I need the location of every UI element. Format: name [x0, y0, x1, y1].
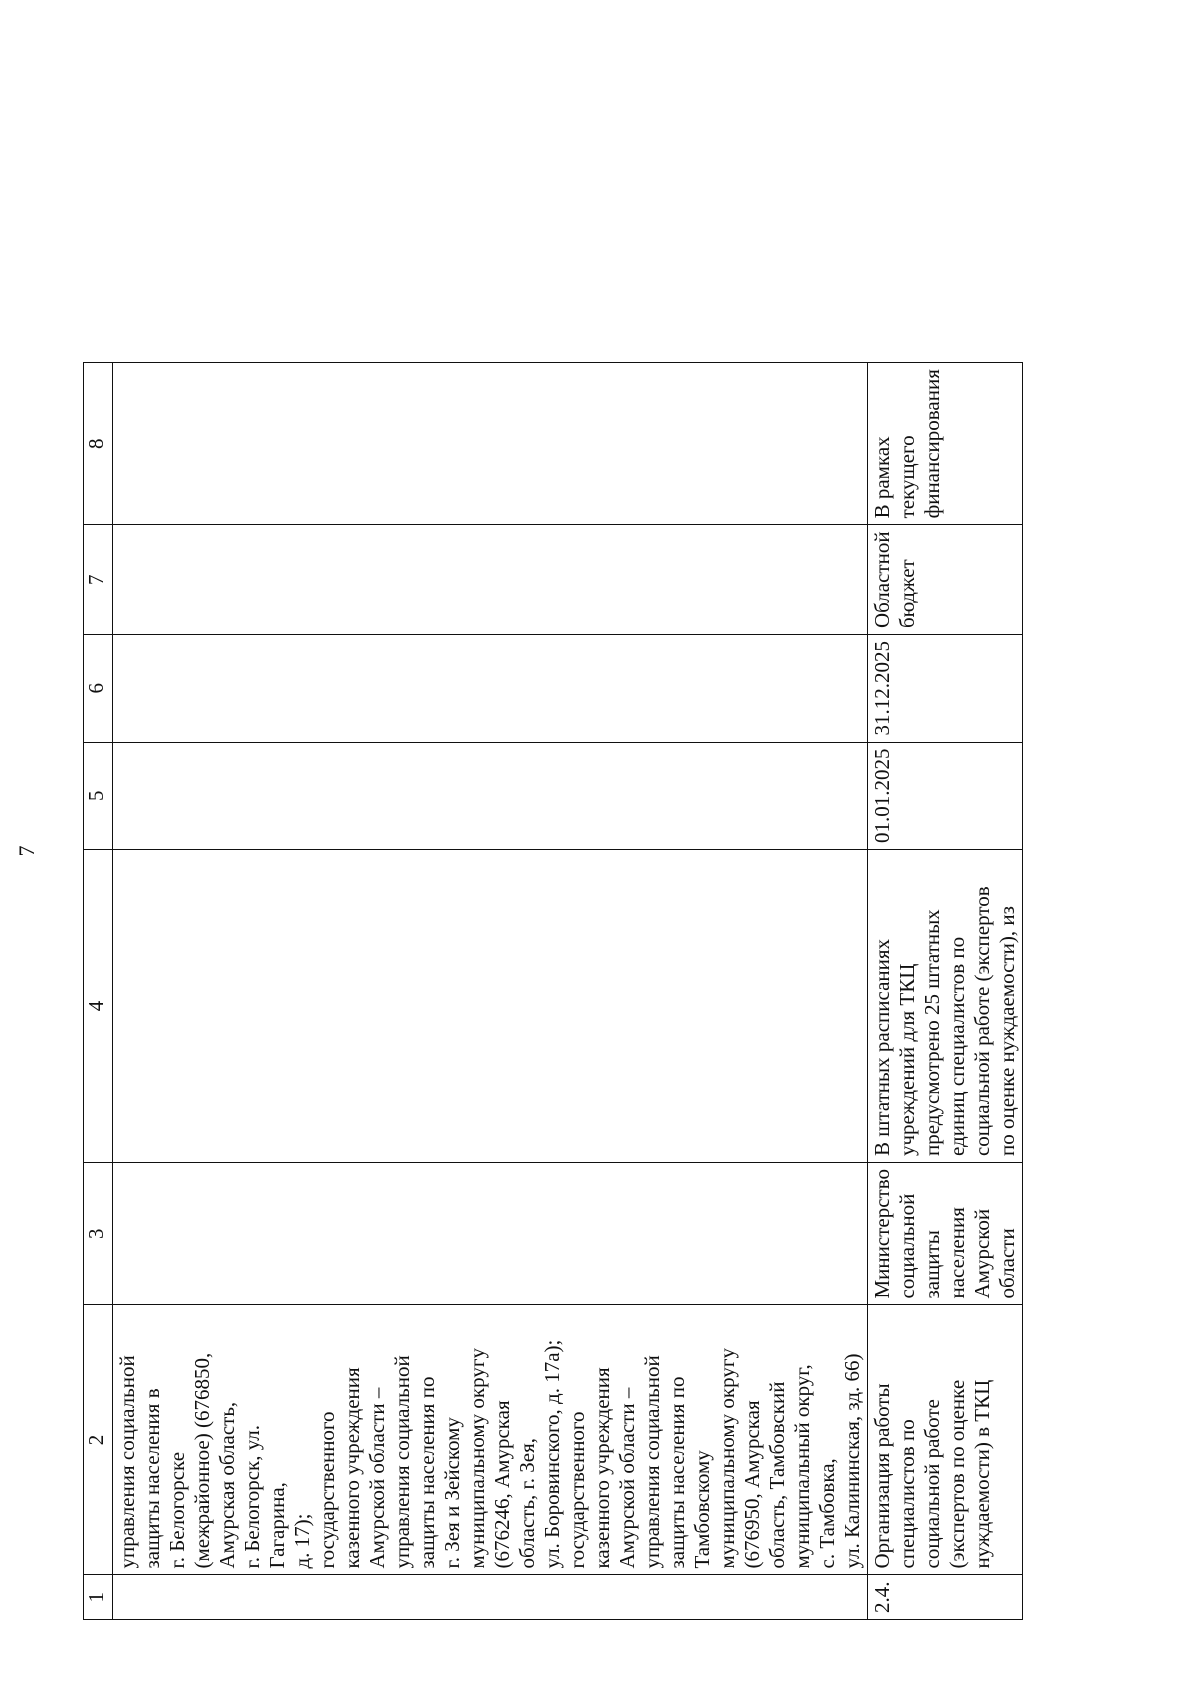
table-cell [113, 1163, 868, 1305]
column-number-row [84, 363, 113, 1620]
table-cell [113, 1305, 868, 1575]
column-number: 3 [84, 1163, 113, 1305]
column-number: 7 [84, 525, 113, 635]
column-number: 8 [84, 363, 113, 525]
table-cell [113, 850, 868, 1163]
plan-table [83, 362, 1023, 1620]
column-number: 6 [84, 635, 113, 743]
executor-list-text: управления социальной защиты населения в г. Белогорске (межрайонное) (676850, Амурская область, г. Белогорск, ул. Гагарина, д. 17); государственного казенного учреждения Амурской области – управления социальной защиты населения по г. Зея и Зейскому муниципальному округу (676246, Амурская область, г. Зея, ул. Боровинского, д. 17а); государственного казенного учреждения Амурской области – управления социальной защиты населения по Тамбовскому муниципальному округу (676950, Амурская область, Тамбовский муниципальный округ, с. Тамбовка, ул. Калининская, зд. 66) [115, 1339, 864, 1569]
column-number: 4 [84, 850, 113, 1163]
table-cell [113, 635, 868, 743]
table-cell [113, 1575, 868, 1620]
responsible-executor: Министерство социальной защиты населения Амурской области [868, 1163, 1023, 1305]
activity-name: Организация работы специалистов по социальной работе (экспертов по оценке нуждаемости) в ТКЦ [868, 1305, 1023, 1575]
column-number: 5 [84, 742, 113, 850]
column-number: 1 [84, 1575, 113, 1620]
end-date: 31.12.2025 [868, 635, 1023, 743]
table-cell [113, 742, 868, 850]
funding-amount: В рамках текущего финансирования [868, 363, 1023, 525]
item-number: 2.4. [868, 1575, 1023, 1620]
table-row [113, 363, 868, 1620]
start-date: 01.01.2025 [868, 742, 1023, 850]
table-cell [113, 525, 868, 635]
table-cell [113, 363, 868, 525]
funding-source: Областной бюджет [868, 525, 1023, 635]
page-number: 7 [14, 845, 39, 857]
column-number: 2 [84, 1305, 113, 1575]
table-row [868, 363, 1023, 1620]
activity-description: В штатных расписаниях учреждений для ТКЦ предусмотрено 25 штатных единиц специалистов по социальной работе (экспертов по оценке нуждаемости), из [868, 850, 1023, 1163]
